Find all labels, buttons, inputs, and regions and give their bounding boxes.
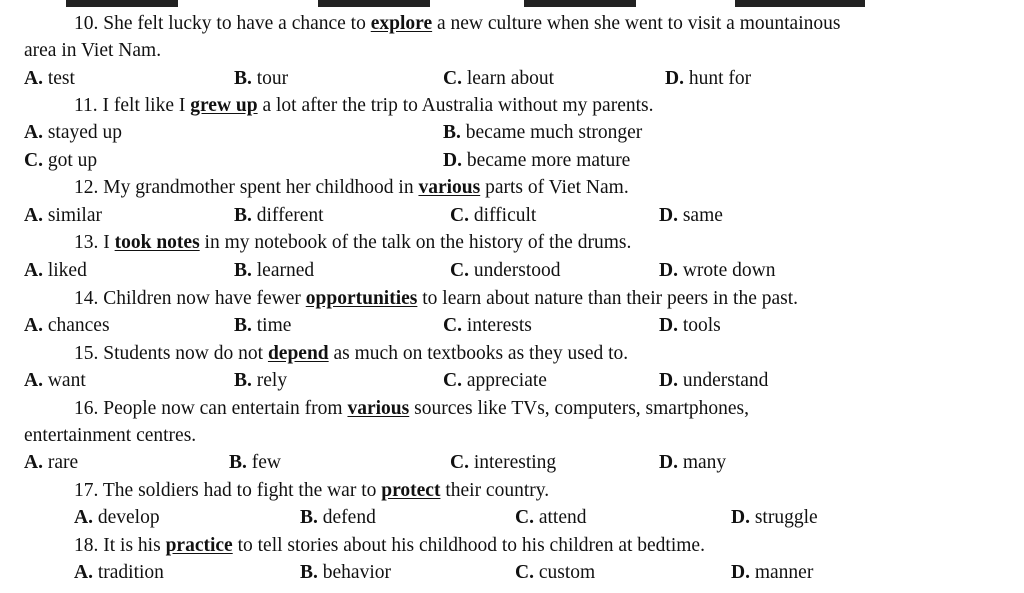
question-15-option-a[interactable]: A. want	[24, 370, 86, 391]
question-16-stem: 16. People now can entertain from various sources like TVs, computers, smartphones,	[74, 398, 749, 419]
question-12-option-c[interactable]: C. difficult	[450, 205, 537, 226]
question-18-key-word: practice	[165, 535, 233, 556]
question-11-key-word: grew up	[190, 95, 258, 116]
question-10-option-c[interactable]: C. learn about	[443, 68, 555, 89]
question-17-option-c[interactable]: C. attend	[515, 507, 587, 528]
question-17-key-word: protect	[381, 480, 441, 501]
question-18-option-c[interactable]: C. custom	[515, 562, 596, 583]
question-17-option-d[interactable]: D. struggle	[731, 507, 818, 528]
question-14-option-c[interactable]: C. interests	[443, 315, 532, 336]
question-16-option-c[interactable]: C. interesting	[450, 452, 557, 473]
question-13-option-c[interactable]: C. understood	[450, 260, 561, 281]
question-13-stem: 13. I took notes in my notebook of the talk on the history of the drums.	[74, 232, 632, 253]
question-15-option-d[interactable]: D. understand	[659, 370, 769, 391]
question-12-option-a[interactable]: A. similar	[24, 205, 103, 226]
question-17-option-a[interactable]: A. develop	[74, 507, 160, 528]
question-14-option-a[interactable]: A. chances	[24, 315, 110, 336]
question-11-option-d[interactable]: D. became more mature	[443, 150, 631, 171]
question-12-option-d[interactable]: D. same	[659, 205, 723, 226]
question-10-stem: 10. She felt lucky to have a chance to explore a new culture when she went to visit a mountainous	[74, 13, 841, 34]
question-12-key-word: various	[418, 177, 481, 198]
question-15-option-c[interactable]: C. appreciate	[443, 370, 547, 391]
cropped-previous-line	[0, 0, 1024, 8]
question-12-option-b[interactable]: B. different	[234, 205, 324, 226]
question-18-option-b[interactable]: B. behavior	[300, 562, 391, 583]
question-13-option-a[interactable]: A. liked	[24, 260, 87, 281]
question-10-stem-continuation: area in Viet Nam.	[24, 40, 162, 61]
question-18-stem: 18. It is his practice to tell stories about his childhood to his children at bedtime.	[74, 535, 705, 556]
question-16-option-b[interactable]: B. few	[229, 452, 281, 473]
question-16-stem-continuation: entertainment centres.	[24, 425, 197, 446]
question-12-stem: 12. My grandmother spent her childhood in various parts of Viet Nam.	[74, 177, 629, 198]
question-11-option-c[interactable]: C. got up	[24, 150, 98, 171]
question-13-option-b[interactable]: B. learned	[234, 260, 315, 281]
question-10-option-d[interactable]: D. hunt for	[665, 68, 752, 89]
question-11-option-b[interactable]: B. became much stronger	[443, 122, 643, 143]
question-14-option-d[interactable]: D. tools	[659, 315, 721, 336]
question-16-option-a[interactable]: A. rare	[24, 452, 79, 473]
question-15-option-b[interactable]: B. rely	[234, 370, 288, 391]
question-18-option-a[interactable]: A. tradition	[74, 562, 164, 583]
question-11-stem: 11. I felt like I grew up a lot after the trip to Australia without my parents.	[74, 95, 654, 116]
question-18-option-d[interactable]: D. manner	[731, 562, 814, 583]
question-10-key-word: explore	[370, 13, 433, 34]
question-15-key-word: depend	[267, 343, 329, 364]
question-14-stem: 14. Children now have fewer opportunities to learn about nature than their peers in the past.	[74, 288, 799, 309]
question-16-option-d[interactable]: D. many	[659, 452, 727, 473]
question-13-key-word: took notes	[114, 232, 200, 253]
question-11-option-a[interactable]: A. stayed up	[24, 122, 123, 143]
question-17-stem: 17. The soldiers had to fight the war to protect their country.	[74, 480, 550, 501]
question-14-key-word: opportunities	[305, 288, 418, 309]
question-16-key-word: various	[347, 398, 410, 419]
question-10-option-b[interactable]: B. tour	[234, 68, 289, 89]
question-10-option-a[interactable]: A. test	[24, 68, 75, 89]
question-13-option-d[interactable]: D. wrote down	[659, 260, 776, 281]
question-17-option-b[interactable]: B. defend	[300, 507, 376, 528]
question-14-option-b[interactable]: B. time	[234, 315, 292, 336]
question-15-stem: 15. Students now do not depend as much on textbooks as they used to.	[74, 343, 629, 364]
